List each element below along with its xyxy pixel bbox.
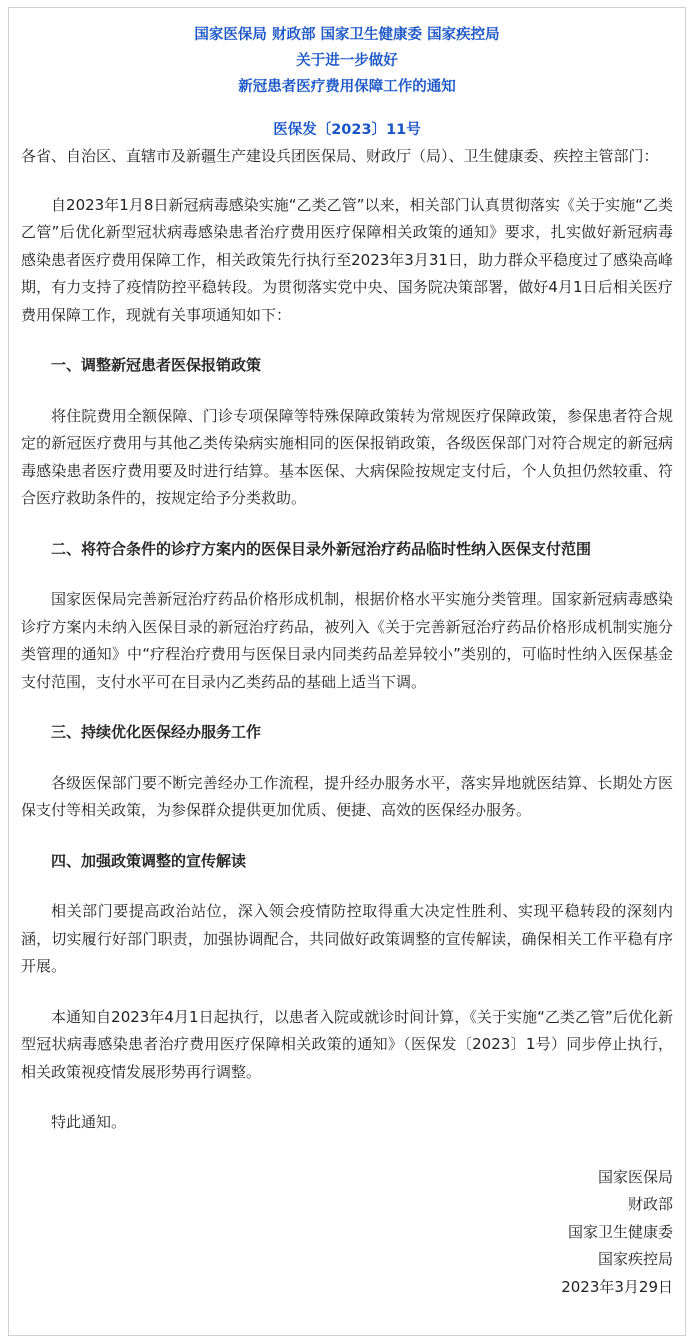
signature-block: [9, 1164, 685, 1302]
signatory: 国家卫生健康委: [567, 1222, 673, 1241]
document-number: 医保发〔2023〕11号: [273, 122, 421, 138]
intro-paragraph: 自2023年1月8日新冠病毒感染实施“乙类乙管”以来，相关部门认真贯彻落实《关于实施“乙类乙管”后优化新型冠状病毒感染患者治疗费用医疗保障相关政策的通知》要求，扎实做好新冠病毒感染患者医疗费用保障工作，相关政策先行执行至2023年3月31日，助力群众平稳度过了感染高峰期，有力支持了疫情防控平稳转段。为贯彻落实党中央、国务院决策部署，做好4月1日后相关医疗费用保障工作，现就有关事项通知如下：: [21, 195, 673, 324]
salutation: 各省、自治区、直辖市及新疆生产建设兵团医保局、财政厅（局）、卫生健康委、疾控主管部门：: [21, 147, 659, 165]
issuing-agencies: 国家医保局 财政部 国家卫生健康委 国家疾控局: [194, 27, 500, 43]
title-line-2: 新冠患者医疗费用保障工作的通知: [238, 79, 456, 95]
section-heading-3: 三、持续优化医保经办服务工作: [51, 723, 262, 741]
section-heading-1: 一、调整新冠患者医保报销政策: [51, 356, 262, 374]
section-body-2: 国家医保局完善新冠治疗药品价格形成机制，根据价格水平实施分类管理。国家新冠病毒感染诊疗方案内未纳入医保目录的新冠治疗药品，被列入《关于完善新冠治疗药品价格形成机制实施分类管理的通知》中“疗程治疗费用与医保目录内同类药品差异较小”类别的，可临时性纳入医保基金支付范围，支付水平可在目录内乙类药品的基础上适当下调。: [21, 590, 673, 691]
section-heading-2: 二、将符合条件的诊疗方案内的医保目录外新冠治疗药品临时性纳入医保支付范围: [51, 539, 592, 558]
title-line-1: 关于进一步做好: [296, 53, 398, 69]
signatory: 国家医保局: [597, 1167, 673, 1186]
issue-date: 2023年3月29日: [561, 1277, 673, 1296]
section-heading-4: 四、加强政策调整的宣传解读: [51, 851, 247, 870]
signatory: 国家疾控局: [597, 1250, 673, 1268]
effective-date-paragraph: 本通知自2023年4月1日起执行，以患者入院或就诊时间计算，《关于实施“乙类乙管”后优化新型冠状病毒感染患者治疗费用医疗保障相关政策的通知》（医保发〔2023〕1号）同步停止执行，相关政策视疫情发展形势再行调整。: [21, 1007, 673, 1081]
section-body-4: 相关部门要提高政治站位，深入领会疫情防控取得重大决定性胜利、实现平稳转段的深刻内涵，切实履行好部门职责，加强协调配合，共同做好政策调整的宣传解读，确保相关工作平稳有序开展。: [21, 902, 673, 975]
closing-line: 特此通知。: [51, 1113, 127, 1131]
section-body-1: 将住院费用全额保障、门诊专项保障等特殊保障政策转为常规医疗保障政策，参保患者符合规定的新冠医疗费用与其他乙类传染病实施相同的医保报销政策，各级医保部门对符合规定的新冠病毒感染患者医疗费用要及时进行结算。基本医保、大病保险按规定支付后，个人负担仍然较重、符合医疗救助条件的，按规定给予分类救助。: [21, 406, 673, 507]
document-frame: [8, 7, 686, 1336]
signatory: 财政部: [627, 1195, 673, 1213]
document-header: [9, 8, 685, 100]
document-body: [9, 143, 685, 1137]
section-body-3: 各级医保部门要不断完善经办工作流程，提升经办服务水平，落实异地就医结算、长期处方医保支付等相关政策，为参保群众提供更加优质、便捷、高效的医保经办服务。: [21, 773, 673, 819]
